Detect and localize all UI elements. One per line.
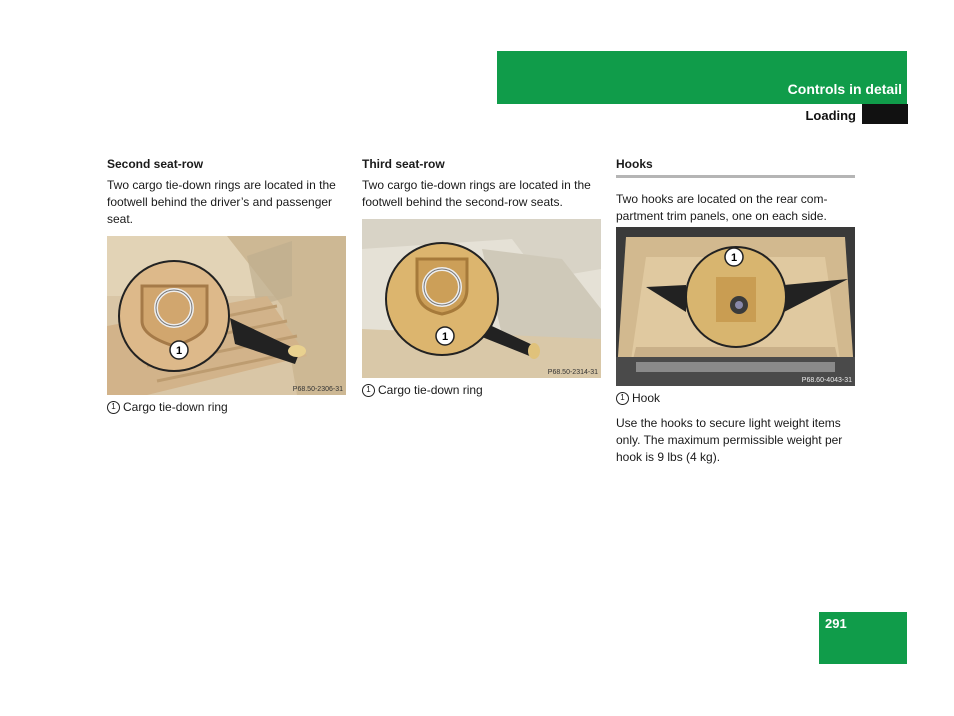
section-title: Controls in detail	[787, 81, 902, 97]
figure-code: P68.60-4043-31	[801, 377, 852, 384]
column-intro: Two cargo tie-down rings are located in the footwell behind the driver’s and passenger seat.	[107, 178, 336, 226]
column-second-seat-row	[107, 157, 347, 228]
heading-rule	[616, 175, 855, 178]
section-tab-marker	[862, 104, 908, 124]
callout-marker: 1	[616, 392, 629, 405]
figure-callout: 1	[175, 345, 183, 357]
figure-caption	[107, 400, 347, 414]
figure-third-row-ring	[362, 219, 601, 378]
subsection-title: Loading	[805, 108, 856, 123]
figure-hook	[616, 227, 855, 386]
hooks-note	[616, 415, 856, 466]
caption-text: Cargo tie-down ring	[123, 400, 228, 414]
figure-caption	[616, 391, 856, 405]
caption-text: Hook	[632, 391, 661, 405]
column-heading: Third seat-row	[362, 157, 445, 171]
callout-marker: 1	[107, 401, 120, 414]
column-heading: Second seat-row	[107, 157, 204, 171]
figure-code: P68.50-2306-31	[292, 386, 343, 393]
figure-caption	[362, 383, 602, 397]
caption-text: Cargo tie-down ring	[378, 383, 483, 397]
column-intro: Two hooks are located on the rear com-partment trim panels, one on each side.	[616, 192, 828, 223]
column-intro: Two cargo tie-down rings are located in the footwell behind the second-row seats.	[362, 178, 591, 209]
column-third-seat-row	[362, 157, 602, 211]
figure-callout: 1	[441, 331, 449, 343]
page-number: 291	[825, 616, 847, 631]
column-hooks	[616, 157, 855, 225]
column-heading: Hooks	[616, 157, 653, 171]
figure-callout: 1	[730, 252, 738, 264]
figure-code: P68.50-2314-31	[547, 369, 598, 376]
note-text: Use the hooks to secure light weight items only. The maximum permissible weight per hook is 9 lbs (4 kg).	[616, 416, 843, 464]
callout-marker: 1	[362, 384, 375, 397]
figure-second-row-ring	[107, 236, 346, 395]
